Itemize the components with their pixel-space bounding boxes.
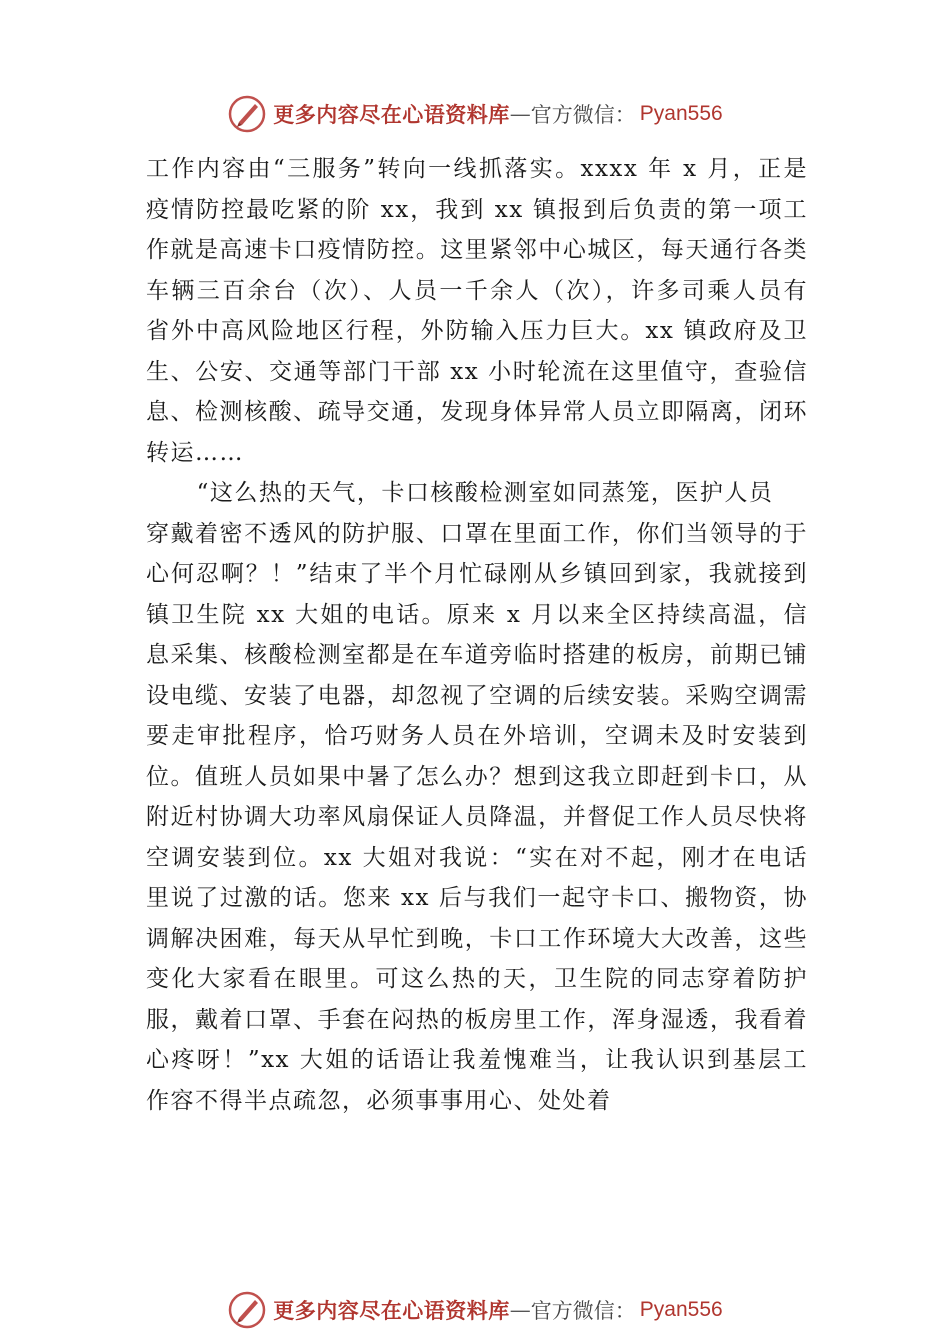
document-body — [146, 149, 808, 1121]
header-separator: — — [509, 102, 531, 126]
footer-label: 官方微信： — [530, 1299, 636, 1323]
footer-separator: — — [509, 1298, 531, 1322]
footer-wechat-id: Pyan556 — [639, 1298, 723, 1321]
header-label: 官方微信： — [530, 103, 636, 127]
footer-promo-text: 更多内容尽在心语资料库 — [273, 1298, 510, 1323]
paragraph-1: 工作内容由“三服务”转向一线抓落实。xxxx 年 x 月，正是疫情防控最吃紧的阶 xx，我到 xx 镇报到后负责的第一项工作就是高速卡口疫情防控。这里紧邻中心城区，每天通行各类车辆三百余台（次）、人员一千余人（次），许多司乘人员有省外中高风险地区行程，外防输入压力巨大。xx 镇政府及卫生、公安、交通等部门干部 xx 小时轮流在这里值守，查验信息、检测核酸、疏导交通，发现身体异常人员立即隔离，闭环转运…… — [146, 156, 808, 466]
header-banner — [0, 92, 950, 136]
footer-banner — [0, 1288, 950, 1332]
paragraph-2-first-line: “这么热的天气，卡口核酸检测室如同蒸笼，医护人员 — [196, 480, 774, 506]
paragraph-2-rest: 穿戴着密不透风的防护服、口罩在里面工作，你们当领导的于心何忍啊？！”结束了半个月忙碌刚从乡镇回到家，我就接到镇卫生院 xx 大姐的电话。原来 x 月以来全区持续高温，信息采集、核酸检测室都是在车道旁临时搭建的板房，前期已铺设电缆、安装了电器，却忽视了空调的后续安装。采购空调需要走审批程序，恰巧财务人员在外培训，空调未及时安装到位。值班人员如果中暑了怎么办？想到这我立即赶到卡口，从附近村协调大功率风扇保证人员降温，并督促工作人员尽快将空调安装到位。xx 大姐对我说：“实在对不起，刚才在电话里说了过激的话。您来 xx 后与我们一起守卡口、搬物资，协调解决困难，每天从早忙到晚，卡口工作环境大大改善，这些变化大家看在眼里。可这么热的天，卫生院的同志穿着防护服，戴着口罩、手套在闷热的板房里工作，浑身湿透，我看着心疼呀！”xx 大姐的话语让我羞愧难当，让我认识到基层工作容不得半点疏忽，必须事事用心、处处着 — [146, 520, 808, 1114]
pen-logo-icon — [227, 94, 267, 134]
header-promo-text: 更多内容尽在心语资料库 — [273, 102, 510, 127]
pen-logo-icon — [227, 1290, 267, 1330]
header-wechat-id: Pyan556 — [639, 102, 723, 125]
